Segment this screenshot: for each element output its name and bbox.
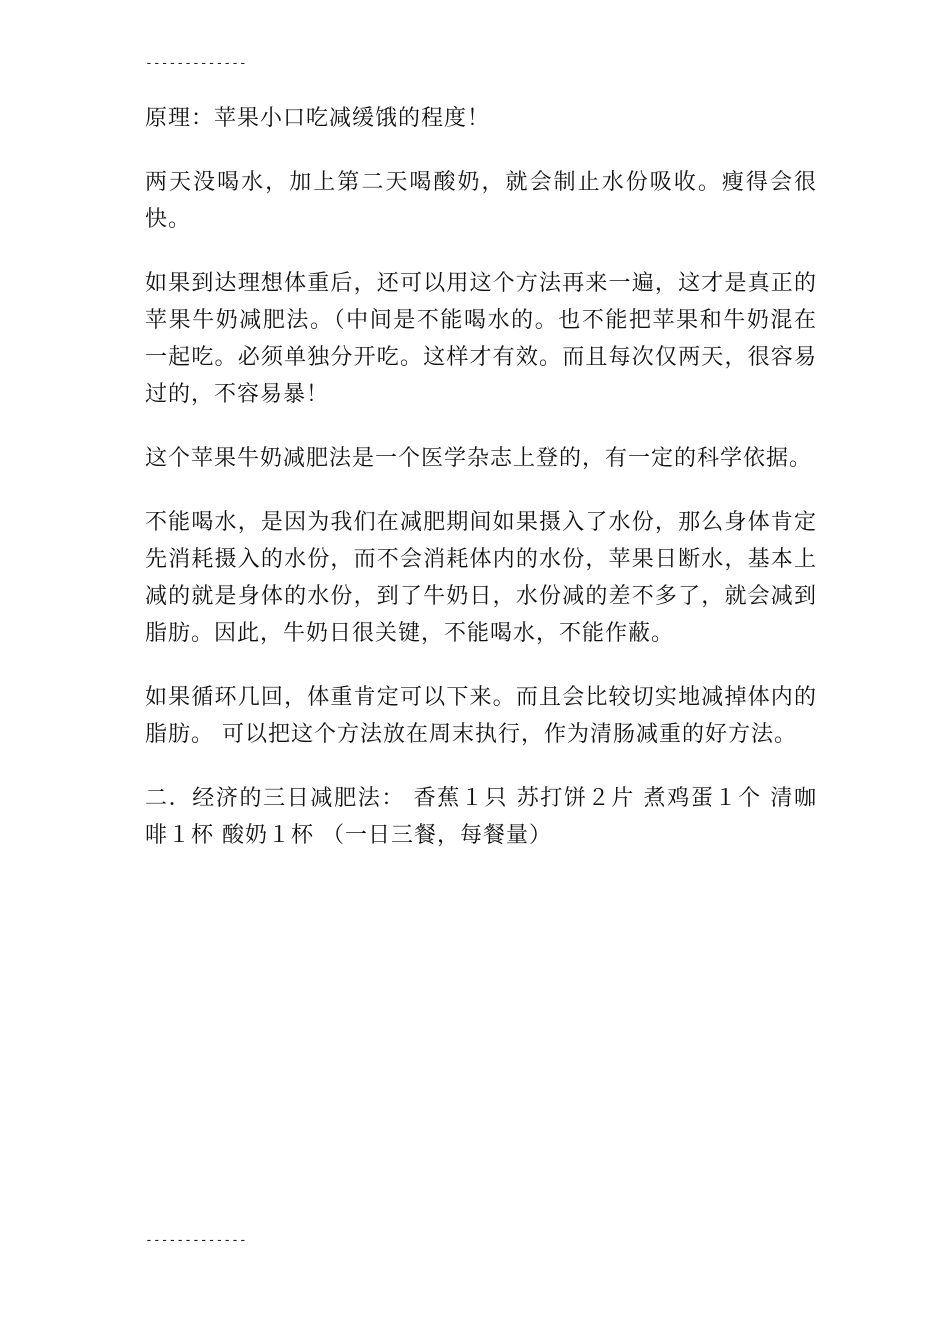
header-dash-rule: ------------- <box>145 56 247 71</box>
document-body <box>145 100 817 881</box>
footer-dash-rule: ------------- <box>145 1233 247 1248</box>
paragraph-why-no-water: 不能喝水，是因为我们在减肥期间如果摄入了水份，那么身体肯定先消耗摄入的水份，而不会消耗体内的水份，苹果日断水，基本上减的就是身体的水份，到了牛奶日，水份减的差不多了，就会减到脂肪。因此，牛奶日很关键，不能喝水，不能作蔽。 <box>145 510 817 646</box>
paragraph-cycle-results: 如果循环几回，体重肯定可以下来。而且会比较切实地减掉体内的脂肪。 可以把这个方法放在周末执行，作为清肠减重的好方法。 <box>145 685 817 747</box>
paragraph-principle: 原理：苹果小口吃减缓饿的程度！ <box>145 106 491 131</box>
paragraph-scientific-basis: 这个苹果牛奶减肥法是一个医学杂志上登的，有一定的科学依据。 <box>145 446 813 471</box>
paragraph-two-days-no-water: 两天没喝水，加上第二天喝酸奶，就会制止水份吸收。瘦得会很快。 <box>145 170 817 232</box>
paragraph-three-day-diet: 二．经济的三日减肥法： 香蕉１只 苏打饼２片 煮鸡蛋１个 清咖啡１杯 酸奶１杯 （一日三餐，每餐量） <box>145 786 817 848</box>
paragraph-repeat-method: 如果到达理想体重后，还可以用这个方法再来一遍，这才是真正的苹果牛奶减肥法。（中间是不能喝水的。也不能把苹果和牛奶混在一起吃。必须单独分开吃。这样才有效。而且每次仅两天，很容易过的，不容易暴！ <box>145 271 817 407</box>
